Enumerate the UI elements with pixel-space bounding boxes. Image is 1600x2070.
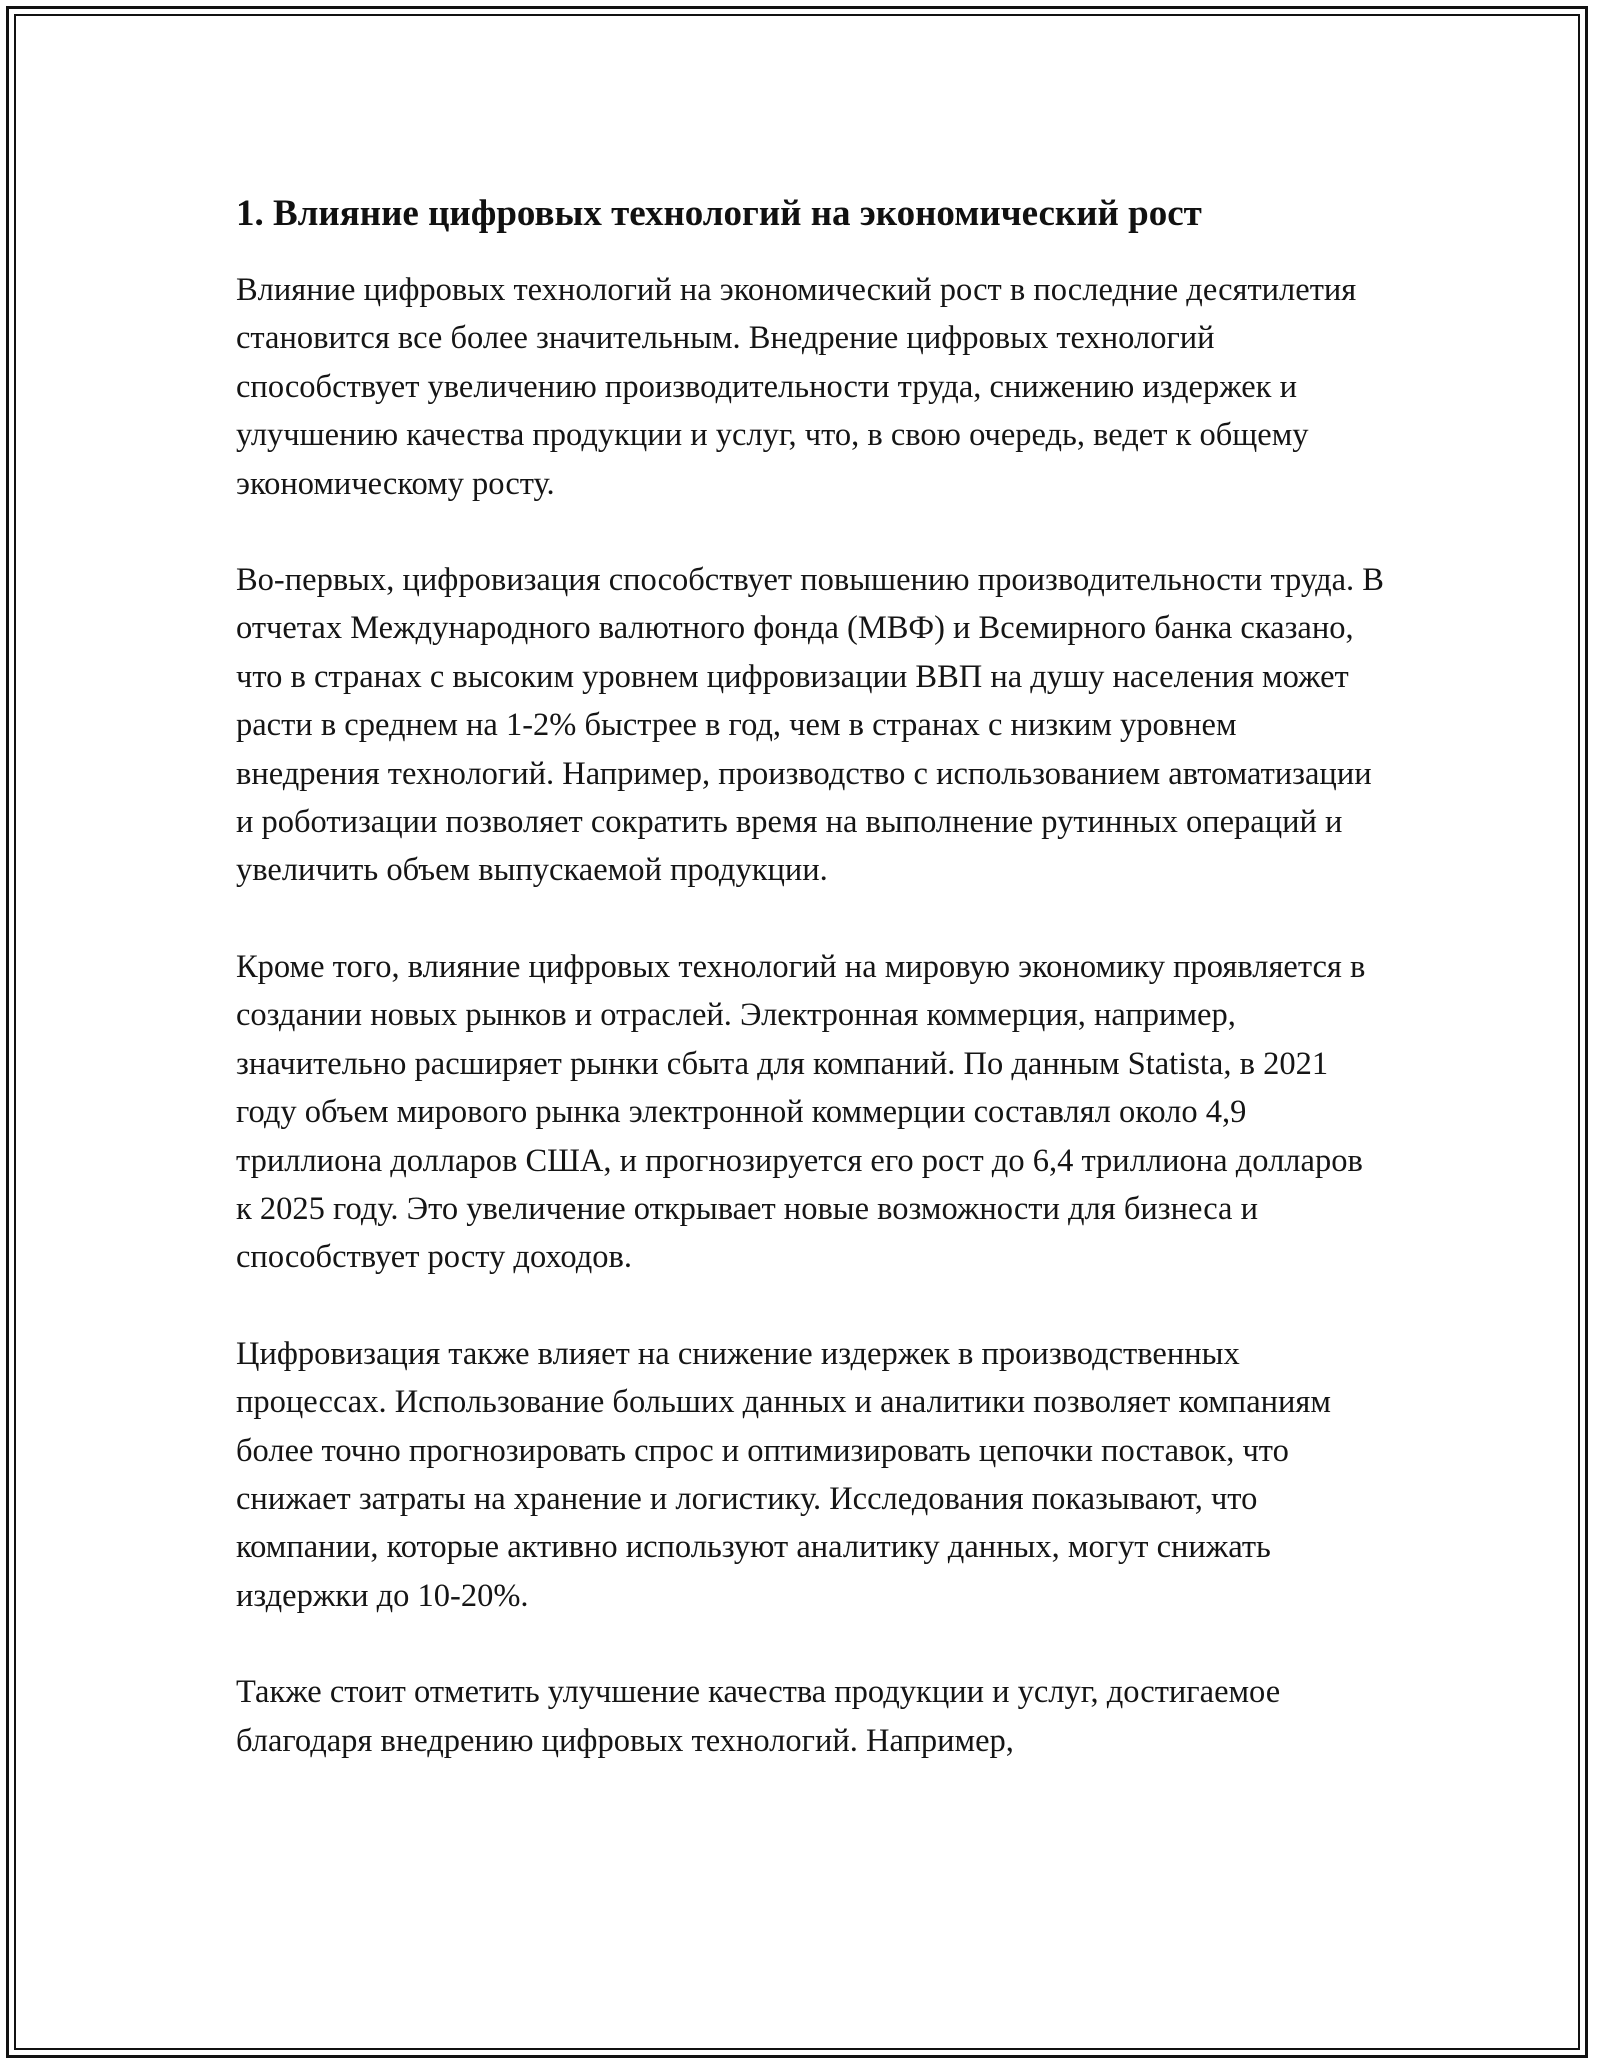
paragraph-intro: Влияние цифровых технологий на экономический рост в последние десятилетия становится все более значительным. Внедрение цифровых технологий способствует увеличению производительности труда, снижению издержек и улучшению качества продукции и услуг, что, в свою очередь, ведет к общему экономическому росту. <box>236 272 1357 502</box>
paragraph-quality: Также стоит отметить улучшение качества продукции и услуг, достигаемое благодаря внедрению цифровых технологий. Например, <box>236 1674 1281 1759</box>
document-body <box>236 184 1386 1813</box>
paragraph-cost-reduction: Цифровизация также влияет на снижение издержек в производственных процессах. Использование больших данных и аналитики позволяет компаниям более точно прогнозировать спрос и оптимизировать цепочки поставок, что снижает затраты на хранение и логистику. Исследования показывают, что компании, которые активно используют аналитику данных, могут снижать издержки до 10-20%. <box>236 1335 1331 1614</box>
section-heading: 1. Влияние цифровых технологий на экономический рост <box>236 193 1202 234</box>
paragraph-new-markets: Кроме того, влияние цифровых технологий на мировую экономику проявляется в создании новых рынков и отраслей. Электронная коммерция, например, значительно расширяет рынки сбыта для компаний. По данным Statista, в 2021 году объем мирового рынка электронной коммерции составлял около 4,9 триллиона долларов США, и прогнозируется его рост до 6,4 триллиона долларов к 2025 году. Это увеличение открывает новые возможности для бизнеса и способствует росту доходов. <box>236 948 1366 1276</box>
paragraph-productivity: Во-первых, цифровизация способствует повышению производительности труда. В отчетах Международного валютного фонда (МВФ) и Всемирного банка сказано, что в странах с высоким уровнем цифровизации ВВП на душу населения может расти в среднем на 1-2% быстрее в год, чем в странах с низким уровнем внедрения технологий. Например, производство с использованием автоматизации и роботизации позволяет сократить время на выполнение рутинных операций и увеличить объем выпускаемой продукции. <box>236 562 1384 889</box>
